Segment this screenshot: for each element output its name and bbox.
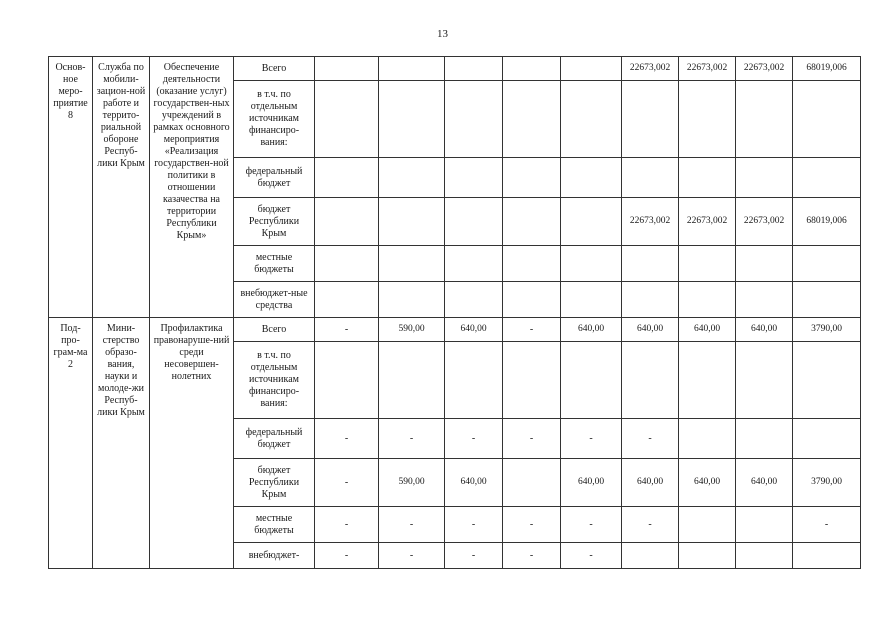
amount-cell	[503, 282, 561, 318]
amount-cell	[679, 81, 736, 158]
amount-cell	[445, 158, 503, 198]
amount-cell	[736, 342, 793, 419]
funding-source-label: федеральный бюджет	[234, 158, 315, 198]
amount-cell: 68019,006	[793, 57, 861, 81]
amount-cell	[315, 57, 379, 81]
amount-cell	[379, 198, 445, 246]
status-cell: Основ-ное меро-приятие 8	[49, 57, 93, 318]
amount-cell	[736, 543, 793, 569]
funding-source-label: Всего	[234, 318, 315, 342]
amount-cell	[736, 81, 793, 158]
amount-cell	[679, 282, 736, 318]
amount-cell: 590,00	[379, 459, 445, 507]
amount-cell	[503, 459, 561, 507]
amount-cell: -	[561, 419, 622, 459]
amount-cell	[561, 198, 622, 246]
amount-cell	[679, 342, 736, 419]
amount-cell: -	[503, 507, 561, 543]
amount-cell: 22673,002	[736, 198, 793, 246]
amount-cell	[793, 419, 861, 459]
amount-cell	[445, 57, 503, 81]
amount-cell	[315, 246, 379, 282]
amount-cell	[793, 81, 861, 158]
funding-source-label: бюджет Республики Крым	[234, 198, 315, 246]
amount-cell	[379, 342, 445, 419]
amount-cell: 22673,002	[622, 198, 679, 246]
amount-cell	[736, 507, 793, 543]
budget-table-body	[49, 57, 861, 569]
amount-cell	[622, 246, 679, 282]
amount-cell	[445, 342, 503, 419]
page-number: 13	[437, 28, 448, 40]
amount-cell	[793, 246, 861, 282]
amount-cell	[561, 342, 622, 419]
amount-cell: -	[315, 419, 379, 459]
amount-cell	[736, 419, 793, 459]
amount-cell: 22673,002	[622, 57, 679, 81]
amount-cell: 640,00	[622, 459, 679, 507]
amount-cell: 640,00	[679, 459, 736, 507]
amount-cell: -	[445, 507, 503, 543]
amount-cell: 22673,002	[736, 57, 793, 81]
amount-cell	[503, 246, 561, 282]
executor-cell: Мини-стерство образо-вания, науки и молоде-жи Респуб-лики Крым	[93, 318, 150, 569]
amount-cell	[679, 419, 736, 459]
amount-cell	[503, 198, 561, 246]
amount-cell	[561, 57, 622, 81]
amount-cell: -	[379, 507, 445, 543]
amount-cell	[622, 81, 679, 158]
amount-cell: -	[445, 419, 503, 459]
amount-cell	[793, 342, 861, 419]
amount-cell: 590,00	[379, 318, 445, 342]
amount-cell	[793, 158, 861, 198]
amount-cell: -	[561, 543, 622, 569]
amount-cell	[679, 543, 736, 569]
funding-source-label: в т.ч. по отдельным источникам финансиро-вания:	[234, 342, 315, 419]
amount-cell: -	[561, 507, 622, 543]
amount-cell: -	[445, 543, 503, 569]
amount-cell: 640,00	[679, 318, 736, 342]
program-name-cell: Профилактика правонаруше-ний среди несовершен-нолетних	[150, 318, 234, 569]
amount-cell	[561, 158, 622, 198]
amount-cell: 640,00	[445, 318, 503, 342]
amount-cell: -	[793, 507, 861, 543]
amount-cell	[679, 158, 736, 198]
amount-cell	[736, 282, 793, 318]
funding-source-label: местные бюджеты	[234, 246, 315, 282]
amount-cell	[315, 342, 379, 419]
amount-cell	[793, 543, 861, 569]
amount-cell	[315, 158, 379, 198]
amount-cell	[379, 158, 445, 198]
amount-cell: 640,00	[622, 318, 679, 342]
amount-cell: 22673,002	[679, 198, 736, 246]
amount-cell: 640,00	[561, 318, 622, 342]
amount-cell	[561, 81, 622, 158]
funding-source-label: Всего	[234, 57, 315, 81]
table-row	[49, 318, 861, 342]
amount-cell: 640,00	[736, 318, 793, 342]
amount-cell	[622, 543, 679, 569]
amount-cell	[315, 282, 379, 318]
amount-cell	[503, 81, 561, 158]
amount-cell: -	[315, 543, 379, 569]
amount-cell	[736, 246, 793, 282]
amount-cell: 640,00	[561, 459, 622, 507]
funding-source-label: внебюджет-ные средства	[234, 282, 315, 318]
amount-cell: -	[315, 459, 379, 507]
amount-cell: -	[379, 543, 445, 569]
amount-cell	[445, 282, 503, 318]
funding-source-label: федеральный бюджет	[234, 419, 315, 459]
funding-source-label: внебюджет-	[234, 543, 315, 569]
funding-source-label: местные бюджеты	[234, 507, 315, 543]
amount-cell: 640,00	[736, 459, 793, 507]
amount-cell	[503, 158, 561, 198]
amount-cell	[315, 81, 379, 158]
amount-cell	[622, 342, 679, 419]
amount-cell: 68019,006	[793, 198, 861, 246]
amount-cell	[379, 246, 445, 282]
amount-cell: -	[503, 318, 561, 342]
amount-cell	[379, 81, 445, 158]
amount-cell	[679, 507, 736, 543]
funding-source-label: бюджет Республики Крым	[234, 459, 315, 507]
amount-cell	[379, 57, 445, 81]
amount-cell: 3790,00	[793, 318, 861, 342]
budget-table	[48, 56, 861, 569]
amount-cell	[445, 198, 503, 246]
amount-cell	[315, 198, 379, 246]
funding-source-label: в т.ч. по отдельным источникам финансиро-вания:	[234, 81, 315, 158]
amount-cell	[736, 158, 793, 198]
amount-cell: 3790,00	[793, 459, 861, 507]
amount-cell	[561, 282, 622, 318]
amount-cell: 640,00	[445, 459, 503, 507]
amount-cell	[679, 246, 736, 282]
amount-cell: -	[315, 507, 379, 543]
amount-cell	[561, 246, 622, 282]
program-name-cell: Обеспечение деятельности (оказание услуг) государствен-ных учреждений в рамках основного мероприятия «Реализация государствен-ной политики в отношении казачества на территории Республики Крым»	[150, 57, 234, 318]
amount-cell: 22673,002	[679, 57, 736, 81]
amount-cell: -	[503, 543, 561, 569]
status-cell: Под-про-грам-ма 2	[49, 318, 93, 569]
amount-cell	[503, 342, 561, 419]
amount-cell	[379, 282, 445, 318]
amount-cell	[445, 246, 503, 282]
amount-cell	[793, 282, 861, 318]
executor-cell: Служба по мобили-зацион-ной работе и террито-риальной обороне Респуб-лики Крым	[93, 57, 150, 318]
amount-cell	[445, 81, 503, 158]
amount-cell: -	[503, 419, 561, 459]
amount-cell	[622, 282, 679, 318]
amount-cell: -	[379, 419, 445, 459]
amount-cell	[503, 57, 561, 81]
amount-cell: -	[622, 507, 679, 543]
amount-cell: -	[315, 318, 379, 342]
table-row	[49, 57, 861, 81]
amount-cell	[622, 158, 679, 198]
amount-cell: -	[622, 419, 679, 459]
